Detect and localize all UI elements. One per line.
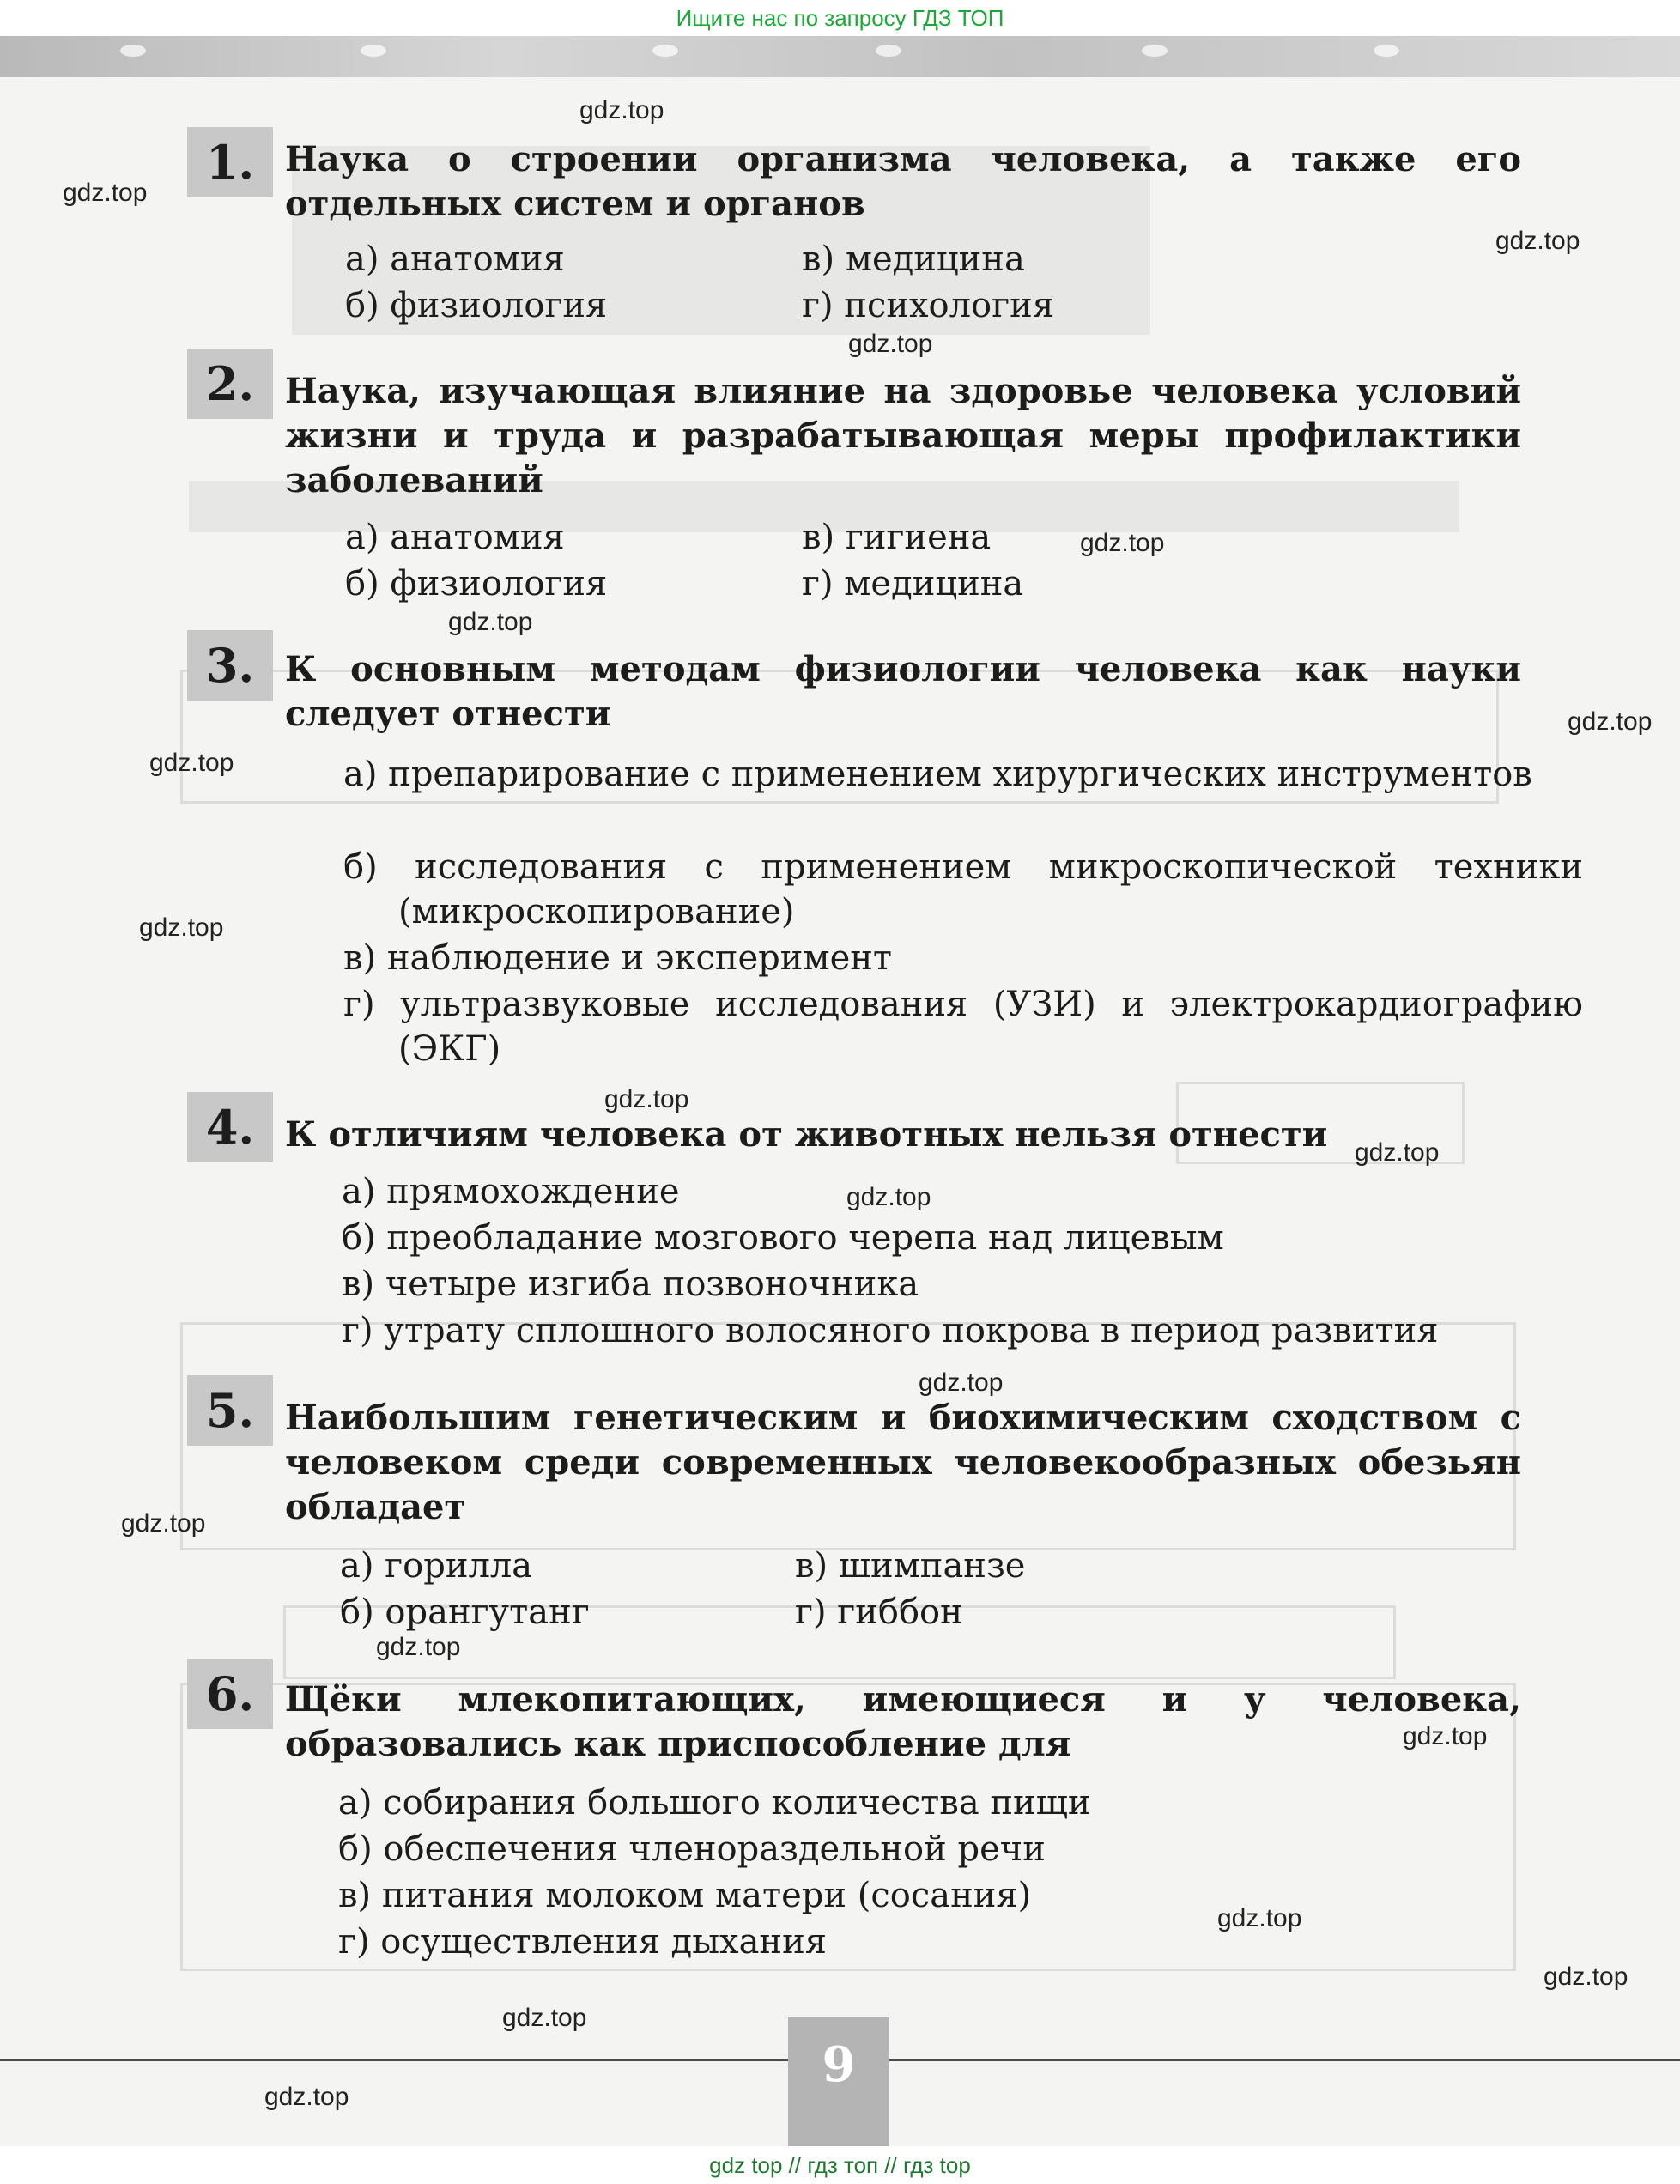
watermark: gdz.top	[579, 96, 664, 124]
watermark: gdz.top	[264, 2083, 349, 2111]
question-3-option-a: а) препарирование с применением хирургических инструментов	[343, 755, 1532, 794]
question-3-option-c: в) наблюдение и эксперимент	[343, 938, 893, 978]
question-1-option-a: а) анатомия	[345, 240, 565, 279]
question-4-option-a: а) прямохождение	[342, 1172, 680, 1211]
watermark: gdz.top	[848, 330, 933, 358]
question-1-option-c: в) медицина	[802, 240, 1025, 279]
question-5-option-b: б) орангутанг	[340, 1592, 590, 1632]
watermark: gdz.top	[1080, 529, 1165, 557]
question-2-option-c: в) гигиена	[802, 518, 992, 557]
question-3-option-d: г) ультразвуковые исследования (УЗИ) и электрокардиографию (ЭКГ)	[343, 985, 1583, 1069]
footer-links[interactable]: gdz top // гдз топ // гдз top	[0, 2146, 1680, 2184]
question-1-option-b: б) физиология	[345, 286, 608, 325]
watermark: gdz.top	[1544, 1963, 1628, 1991]
question-4-option-c: в) четыре изгиба позвоночника	[342, 1265, 919, 1304]
question-3-option-b: б) исследования с применением микроскопической техники (микроскопирование)	[343, 847, 1583, 931]
watermark: gdz.top	[846, 1183, 931, 1211]
decorative-header-strip	[0, 36, 1680, 77]
watermark: gdz.top	[448, 608, 533, 636]
question-2-option-d: г) медицина	[802, 564, 1024, 604]
question-5-option-c: в) шимпанзе	[795, 1546, 1026, 1586]
question-6-text: Щёки млекопитающих, имеющиеся и у человека, образовались как приспособление для	[285, 1679, 1521, 1764]
question-1-option-d: г) психология	[802, 286, 1054, 325]
question-2-text: Наука, изучающая влияние на здоровье человека условий жизни и труда и разрабатывающая меры профилактики заболеваний	[285, 371, 1521, 500]
watermark: gdz.top	[1403, 1722, 1488, 1750]
watermark: gdz.top	[139, 913, 224, 942]
question-2-option-b: б) физиология	[345, 564, 608, 604]
question-6-number: 6.	[187, 1659, 273, 1729]
watermark: gdz.top	[121, 1509, 206, 1538]
watermark: gdz.top	[1495, 227, 1580, 255]
page-number: 9	[788, 2017, 889, 2146]
watermark: gdz.top	[1217, 1904, 1302, 1932]
question-4-number: 4.	[187, 1092, 273, 1162]
watermark: gdz.top	[63, 179, 148, 207]
watermark: gdz.top	[919, 1368, 1004, 1397]
watermark: gdz.top	[1568, 707, 1653, 736]
top-banner[interactable]: Ищите нас по запросу ГДЗ ТОП	[0, 0, 1680, 36]
question-3-number: 3.	[187, 630, 273, 701]
question-6-option-a: а) собирания большого количества пищи	[338, 1783, 1091, 1823]
watermark: gdz.top	[502, 2004, 587, 2032]
question-6-option-d: г) осуществления дыхания	[338, 1922, 827, 1962]
watermark: gdz.top	[149, 749, 234, 777]
question-4-text: К отличиям человека от животных нельзя отнести	[285, 1114, 1328, 1155]
watermark: gdz.top	[604, 1085, 689, 1113]
question-6-option-b: б) обеспечения членораздельной речи	[338, 1829, 1046, 1869]
question-3-text: К основным методам физиологии человека как науки следует отнести	[285, 649, 1521, 734]
question-4-option-b: б) преобладание мозгового черепа над лицевым	[342, 1218, 1224, 1258]
watermark: gdz.top	[376, 1633, 461, 1661]
question-1-text: Наука о строении организма человека, а также его отдельных систем и органов	[285, 139, 1521, 224]
question-1-number: 1.	[187, 127, 273, 197]
question-5-option-a: а) горилла	[340, 1546, 533, 1586]
question-5-text: Наибольшим генетическим и биохимическим сходством с человеком среди современных человекообразных обезьян обладает	[285, 1398, 1521, 1527]
question-6-option-c: в) питания молоком матери (сосания)	[338, 1876, 1032, 1915]
watermark: gdz.top	[1355, 1138, 1440, 1167]
question-5-number: 5.	[187, 1375, 273, 1446]
question-2-number: 2.	[187, 349, 273, 419]
question-5-option-d: г) гиббон	[795, 1592, 963, 1632]
question-2-option-a: а) анатомия	[345, 518, 565, 557]
question-4-option-d: г) утрату сплошного волосяного покрова в период развития	[342, 1311, 1439, 1350]
